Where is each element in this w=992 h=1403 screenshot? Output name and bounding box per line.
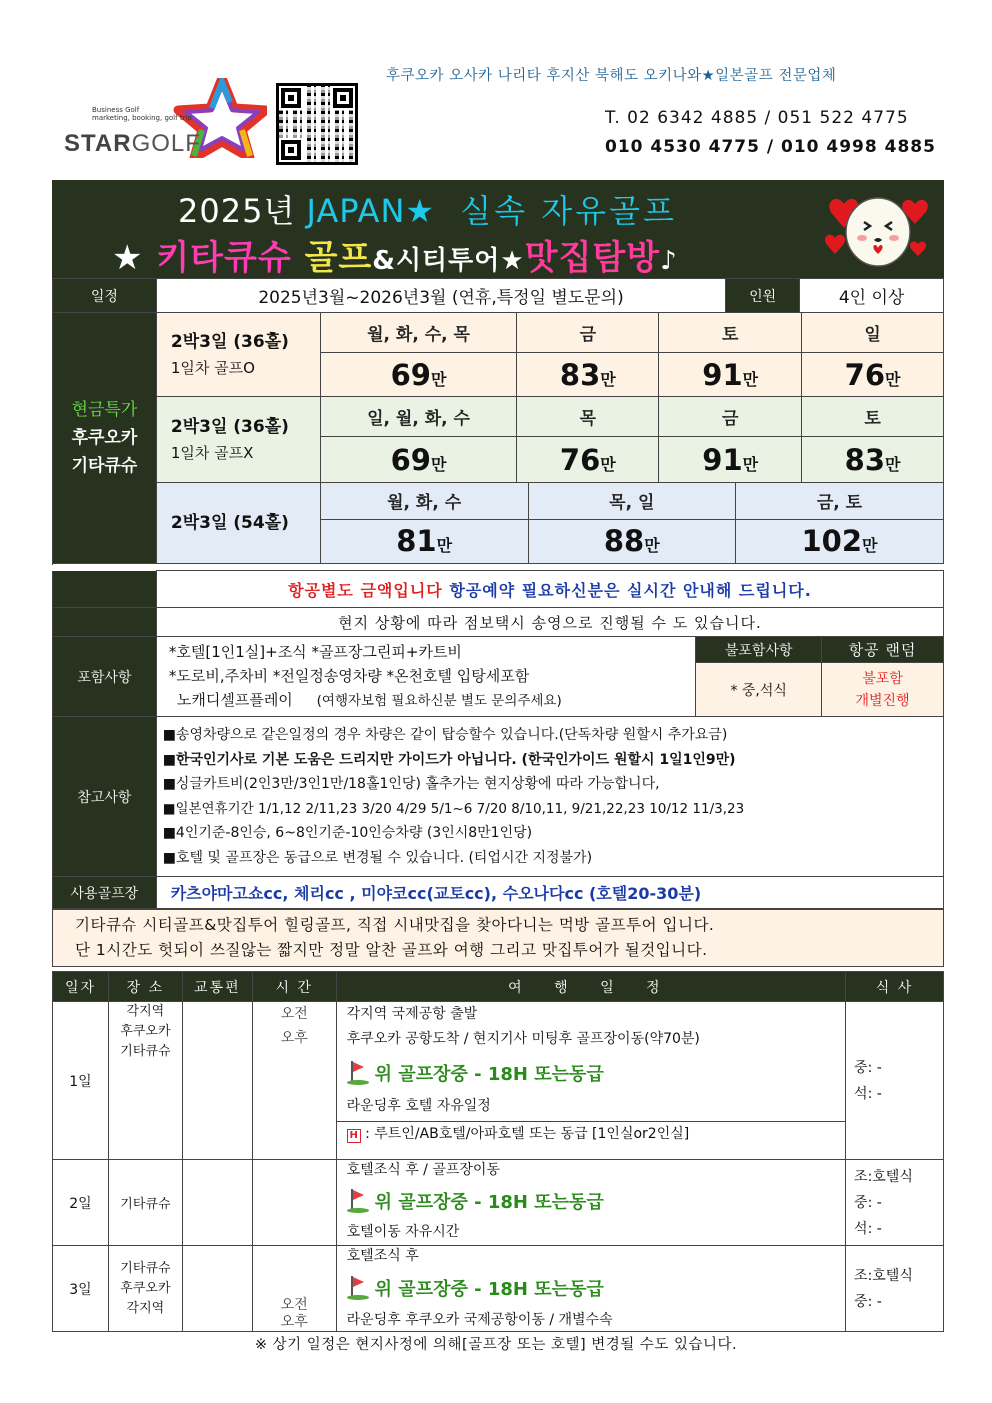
day-3-time: 오전 오후 — [252, 1246, 336, 1332]
courses-label: 사용골프장 — [53, 877, 157, 909]
day-2-golf: 위 골프장중 - 18H 또는동급 — [347, 1180, 845, 1222]
header-place: 장 소 — [108, 972, 182, 1002]
day-2-place: 기타큐슈 — [108, 1160, 182, 1246]
title-city: &시티투어★ — [372, 246, 525, 276]
package-2-price-4: 83만 — [802, 437, 944, 483]
itinerary-day-2 — [53, 1160, 944, 1246]
people-label: 인원 — [726, 279, 800, 313]
intro-box — [52, 909, 944, 967]
hotel-icon: H — [347, 1129, 361, 1143]
header-day: 일자 — [53, 972, 109, 1002]
package-3-day-1: 월, 화, 수 — [321, 483, 528, 519]
day-2-label: 2일 — [53, 1160, 109, 1246]
package-3-day-2: 목, 일 — [528, 483, 735, 519]
banner-title — [178, 186, 677, 232]
reference-line-3: ■싱글카트비(2인3만/3인1만/18홀1인당) 홀추가는 현지상황에 따라 가능합니다, — [162, 776, 660, 792]
cash-special-label — [53, 313, 157, 564]
day-2-item-1: 호텔조식 후 / 골프장이동 — [346, 1162, 500, 1178]
day-3-transport — [182, 1246, 252, 1332]
people-value: 4인 이상 — [800, 279, 944, 313]
phone-line-1: T. 02 6342 4885 / 051 522 4775 — [605, 108, 909, 128]
reference-line-4: ■일본연휴기간 1/1,12 2/11,23 3/20 4/29 5/1~6 7/20 8/10,11, 9/21,22,23 10/12 11/3,23 — [162, 800, 745, 817]
day-3-place: 기타큐슈 후쿠오카 각지역 — [108, 1246, 182, 1332]
day-2-meals: 조:호텔식 중: - 석: - — [846, 1160, 944, 1246]
airfare-note — [156, 571, 943, 608]
music-note: ♪ — [660, 246, 678, 276]
itinerary-table — [52, 971, 944, 1332]
local-note: 현지 상황에 따라 점보택시 송영으로 진행될 수 도 있습니다. — [156, 608, 943, 637]
itinerary-day-3 — [53, 1246, 944, 1332]
package-2-price-1: 69만 — [320, 437, 517, 483]
logo-tagline: marketing, booking, golf trip — [92, 114, 192, 122]
package-2-day-1: 일, 월, 화, 수 — [320, 397, 517, 437]
day-1-time: 오전 오후 — [252, 1002, 336, 1160]
package-3-price-3: 102만 — [735, 519, 943, 563]
reference-line-5: ■4인기준-8인승, 6~8인기준-10인승차량 (3인시8만1인당) — [162, 825, 533, 841]
schedule-value: 2025년3월~2026년3월 (연휴,특정일 별도문의) — [156, 279, 725, 313]
airline-label: 항공 랜덤 — [822, 637, 944, 663]
schedule-label: 일정 — [53, 279, 157, 313]
day-1-item-1: 각지역 국제공항 출발 — [346, 1006, 478, 1022]
logo-small-text: Business Golf — [92, 106, 140, 114]
airline-value — [822, 663, 944, 717]
package-1-day-2: 금 — [517, 313, 659, 353]
company-tagline: 후쿠오카 오사카 나리타 후지산 북해도 오키나와★일본골프 전문업체 — [386, 68, 837, 84]
qr-code[interactable] — [276, 83, 358, 165]
stargolf-logo — [62, 78, 267, 158]
day-3-schedule — [336, 1246, 845, 1332]
package-price-grid — [52, 312, 944, 564]
day-3-after: 라운딩후 후쿠오카 국제공항이동 / 개별수속 — [346, 1312, 613, 1328]
side-fukuoka: 후쿠오카 — [71, 428, 138, 448]
airline-value-2: 개별진행 — [855, 692, 910, 709]
reference-list — [156, 717, 943, 877]
day-2-time — [252, 1160, 336, 1246]
day-1-golf: 위 골프장중 - 18H 또는동급 — [347, 1052, 845, 1094]
include-line-1: *호텔[1인1실]+조식 *골프장그린피+카트비 — [168, 643, 462, 661]
package-2-sub: 1일차 골프X — [170, 443, 254, 462]
title-year: 2025년 — [178, 192, 296, 230]
day-1-hotel: H : 루트인/AB호텔/아파호텔 또는 동급 [1인실or2인실] — [337, 1121, 845, 1147]
day-1-after: 라운딩후 호텔 자유일정 — [346, 1098, 491, 1114]
footnote: ※ 상기 일정은 현지사정에 의해[골프장 또는 호텔] 변경될 수도 있습니다. — [254, 1337, 738, 1353]
intro-line-2: 단 1시간도 헛되이 쓰질않는 짧지만 정말 알찬 골프와 여행 그리고 맛집투어가 될것입니다. — [75, 941, 708, 959]
day-3-meals: 조:호텔식 중: - — [846, 1246, 944, 1332]
logo-wordmark — [64, 130, 201, 158]
package-2-day-2: 목 — [517, 397, 659, 437]
include-table — [52, 636, 944, 717]
intro-line-1: 기타큐슈 시티골프&맛집투어 힐링골프, 직접 시내맛집을 찾아다니는 먹방 골프투어 입니다. — [75, 916, 715, 934]
package-2-name — [156, 397, 320, 483]
include-line-3a: 노캐디셀프플레이 — [176, 691, 293, 709]
package-1-price-4: 76만 — [802, 353, 944, 397]
side-kitakyushu: 기타큐슈 — [71, 456, 138, 476]
airfare-blue-note: 항공예약 필요하신분은 실시간 안내해 드립니다. — [449, 580, 812, 600]
reference-line-6: ■호텔 및 골프장은 동급으로 변경될 수 있습니다. (티업시간 지정불가) — [162, 849, 593, 866]
package-2-day-3: 금 — [659, 397, 802, 437]
package-3-grid — [321, 483, 943, 563]
day-3-golf: 위 골프장중 - 18H 또는동급 — [347, 1266, 845, 1310]
notes-table — [52, 570, 944, 637]
exclude-value: * 중,석식 — [696, 663, 822, 717]
header-transport: 교통편 — [182, 972, 252, 1002]
package-3-price-1: 81만 — [321, 519, 528, 563]
day-1-meals: 중: - 석: - — [846, 1002, 944, 1160]
cash-special-text: 현금특가 — [71, 400, 138, 420]
package-3-day-3: 금, 토 — [735, 483, 943, 519]
title-banner — [52, 180, 944, 278]
package-1-price-2: 83만 — [517, 353, 659, 397]
day-1-transport — [182, 1002, 252, 1160]
day-2-after: 호텔이동 자유시간 — [346, 1224, 460, 1240]
title-golf: 골프 — [304, 238, 373, 278]
package-1-day-4: 일 — [802, 313, 944, 353]
include-label: 포함사항 — [53, 637, 157, 717]
package-1-title: 2박3일 (36홀) — [170, 331, 289, 352]
airline-value-1: 불포함 — [862, 670, 903, 687]
kiss-character-icon — [822, 186, 932, 272]
title-kitakyushu: 키타큐슈 — [156, 238, 292, 278]
logo-golf-text: GOLF — [131, 130, 201, 157]
reference-label: 참고사항 — [53, 717, 157, 877]
header-meals: 식 사 — [846, 972, 944, 1002]
package-2-price-3: 91만 — [659, 437, 802, 483]
header-time: 시 간 — [252, 972, 336, 1002]
exclude-label: 불포함사항 — [696, 637, 822, 663]
title-subtitle: 실속 자유골프 — [460, 192, 677, 230]
reference-line-1: ■송영차량으로 같은일정의 경우 차량은 같이 탑승할수 있습니다.(단독차량 원할시 추가요금) — [162, 727, 728, 743]
title-star: ★ — [112, 238, 144, 278]
day-1-schedule — [336, 1002, 845, 1160]
day-3-item-1: 호텔조식 후 — [346, 1248, 419, 1264]
package-1-day-1: 월, 화, 수, 목 — [320, 313, 517, 353]
day-1-item-2: 후쿠오카 공항도착 / 현지기사 미팅후 골프장이동(약70분) — [346, 1031, 700, 1047]
package-2-day-4: 토 — [802, 397, 944, 437]
price-table — [52, 278, 944, 313]
package-3-price-2: 88만 — [528, 519, 735, 563]
package-2-title: 2박3일 (36홀) — [170, 416, 289, 437]
day-2-transport — [182, 1160, 252, 1246]
include-list — [156, 637, 695, 717]
day-1-label: 1일 — [53, 1002, 109, 1160]
package-1-name — [156, 313, 320, 397]
phone-line-2: 010 4530 4775 / 010 4998 4885 — [605, 137, 936, 157]
courses-value: 카츠야마고쇼cc, 체리cc , 미야코cc(교토cc), 수오나다cc (호텔20-30분) — [156, 877, 943, 909]
package-1-day-3: 토 — [659, 313, 802, 353]
package-3-title: 2박3일 (54홀) — [170, 513, 289, 533]
package-2-price-2: 76만 — [517, 437, 659, 483]
package-1-price-1: 69만 — [320, 353, 517, 397]
package-3-name — [156, 483, 320, 564]
package-1-sub: 1일차 골프O — [170, 358, 255, 377]
title-food: 맛집탐방 — [524, 238, 661, 278]
reference-table — [52, 716, 944, 909]
golf-flag-icon — [347, 1061, 369, 1085]
include-line-2: *도로비,주차비 *전일정송영차량 *온천호텔 입탕세포함 — [168, 667, 530, 685]
golf-flag-icon — [347, 1276, 369, 1300]
title-japan: JAPAN★ — [306, 192, 436, 230]
airfare-red-note: 항공별도 금액입니다 — [288, 580, 443, 600]
package-1-price-3: 91만 — [659, 353, 802, 397]
day-2-schedule — [336, 1160, 845, 1246]
day-3-label: 3일 — [53, 1246, 109, 1332]
banner-subtitle — [112, 230, 678, 279]
itinerary-day-1 — [53, 1002, 944, 1160]
golf-flag-icon — [347, 1189, 369, 1213]
reference-line-2: ■한국인기사로 기본 도움은 드리지만 가이드가 아닙니다. (한국인가이드 원할시 1일1인9만) — [162, 751, 736, 768]
include-line-3b: (여행자보험 필요하신분 별도 문의주세요) — [316, 693, 562, 709]
header-schedule: 여 행 일 정 — [336, 972, 845, 1002]
logo-star-text: STAR — [64, 130, 132, 157]
day-1-place: 각지역 후쿠오카 기타큐슈 — [108, 1002, 182, 1160]
